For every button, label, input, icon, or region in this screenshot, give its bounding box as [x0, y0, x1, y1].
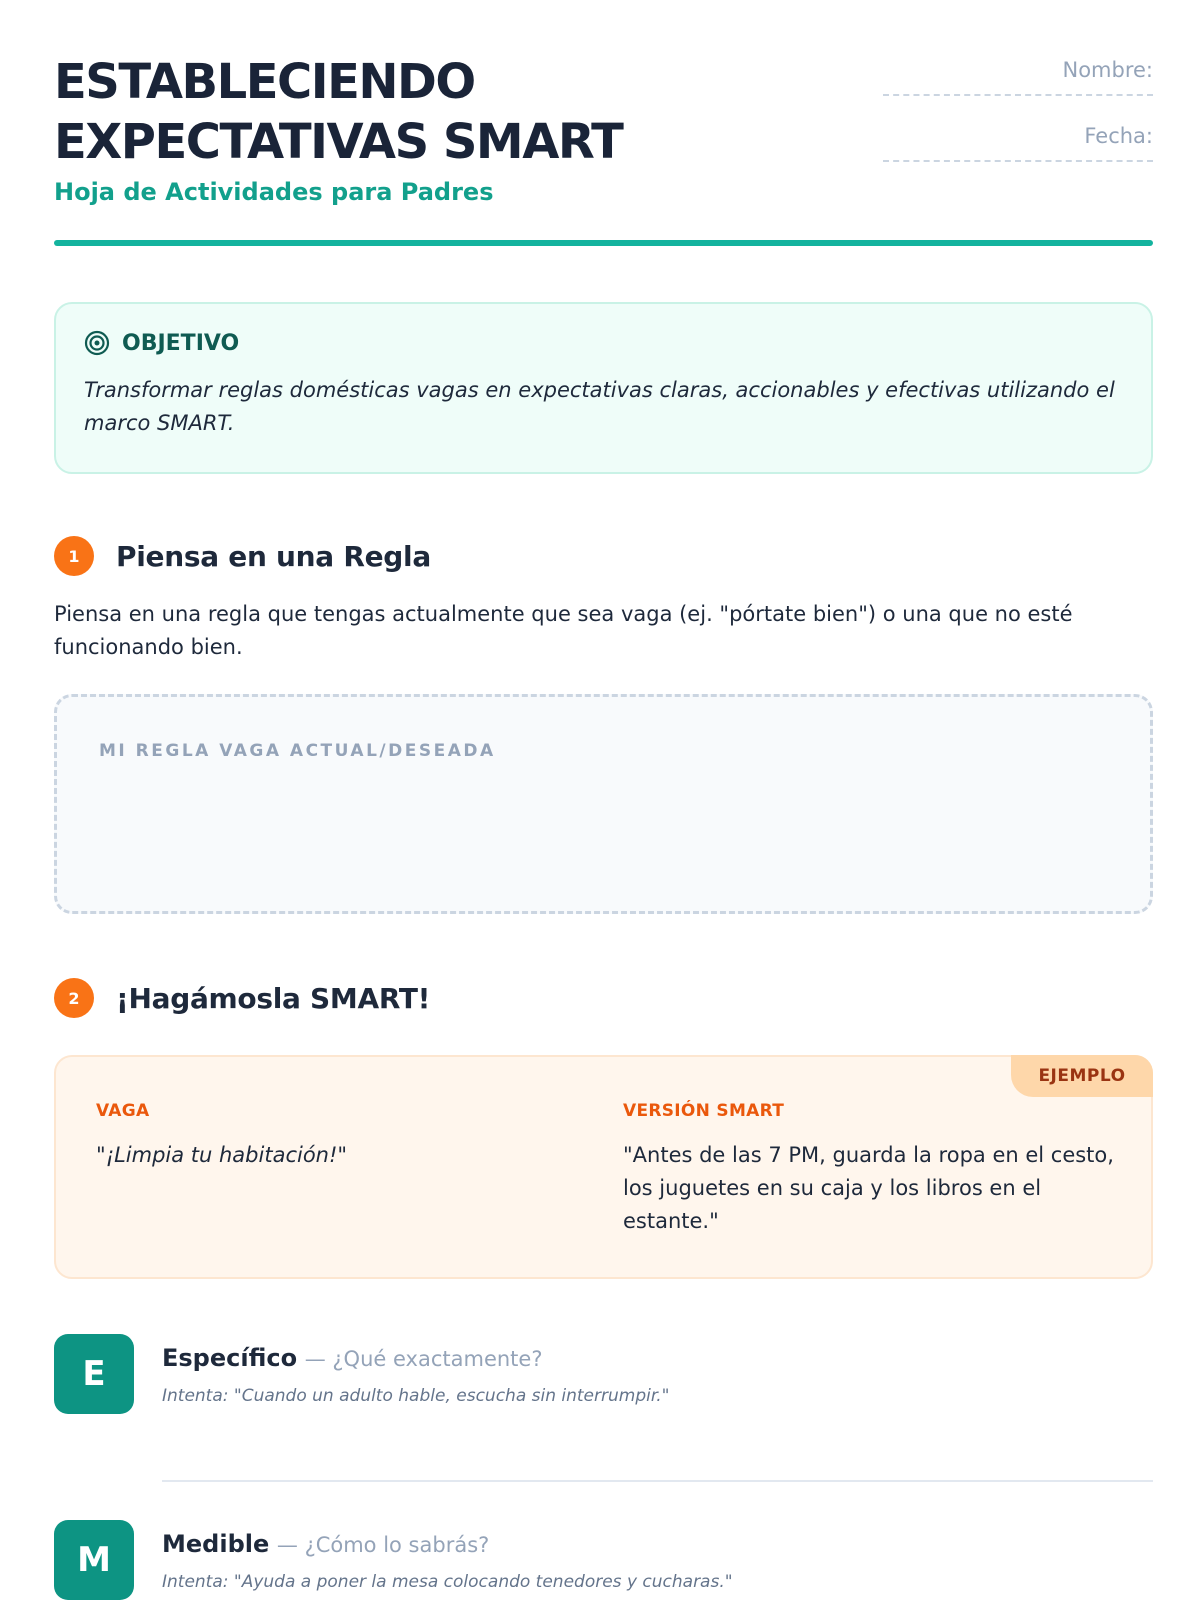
- row-name: Medible: [162, 1530, 270, 1558]
- target-icon: [84, 330, 110, 356]
- header-divider: [54, 240, 1153, 246]
- answer-box-label: MI REGLA VAGA ACTUAL/DESEADA: [99, 741, 496, 761]
- row-hint: Intenta: "Ayuda a poner la mesa colocando tenedores y cucharas.": [162, 1572, 733, 1592]
- step-2-header: [54, 978, 430, 1018]
- objective-text: Transformar reglas domésticas vagas en expectativas claras, accionables y efectivas utilizando el marco SMART.: [84, 378, 1115, 435]
- row-question: — ¿Cómo lo sabrás?: [276, 1533, 490, 1557]
- smart-version-label: VERSIÓN SMART: [623, 1101, 785, 1121]
- step-1-number: 1: [54, 536, 94, 576]
- vague-label: VAGA: [96, 1101, 150, 1121]
- objective-header: [84, 330, 1123, 356]
- smart-example-text: "Antes de las 7 PM, guarda la ropa en el cesto, los juguetes en su caja y los libros en el estante.": [623, 1143, 1114, 1233]
- title-line-2: EXPECTATIVAS SMART: [54, 114, 623, 170]
- step-1-instructions: Piensa en una regla que tengas actualmente que sea vaga (ej. "pórtate bien") o una que no esté funcionando bien.: [54, 602, 1073, 659]
- row-hint: Intenta: "Cuando un adulto hable, escucha sin interrumpir.": [162, 1386, 670, 1406]
- step-2-title: ¡Hagámosla SMART!: [116, 981, 431, 1015]
- page-title: [54, 52, 754, 172]
- vague-example-text: "¡Limpia tu habitación!": [96, 1143, 348, 1167]
- example-badge: EJEMPLO: [1011, 1055, 1153, 1097]
- name-date-fields: [883, 56, 1153, 188]
- vague-rule-answer-box[interactable]: [54, 694, 1153, 914]
- row-question: — ¿Qué exactamente?: [304, 1347, 543, 1371]
- date-label: Fecha:: [1084, 124, 1153, 148]
- page-subtitle: Hoja de Actividades para Padres: [54, 178, 494, 206]
- smart-row-measurable: [54, 1520, 1153, 1600]
- row-divider: [162, 1480, 1153, 1482]
- example-card: [54, 1055, 1153, 1279]
- step-1-title: Piensa en una Regla: [116, 539, 431, 573]
- smart-column: [623, 1101, 1123, 1238]
- letter-badge-m: M: [54, 1520, 134, 1600]
- vague-column: [96, 1101, 566, 1172]
- step-2-number: 2: [54, 978, 94, 1018]
- letter-badge-e: E: [54, 1334, 134, 1414]
- smart-row-specific: [54, 1334, 1153, 1418]
- row-heading: [162, 1342, 542, 1375]
- objective-title: OBJETIVO: [122, 330, 240, 356]
- step-1-header: [54, 536, 431, 576]
- row-name: Específico: [162, 1344, 298, 1372]
- title-line-1: ESTABLECIENDO: [54, 54, 475, 110]
- row-heading: [162, 1528, 489, 1561]
- objective-card: [54, 302, 1153, 474]
- name-field-line[interactable]: [883, 94, 1153, 96]
- date-field-line[interactable]: [883, 160, 1153, 162]
- name-label: Nombre:: [1062, 58, 1153, 82]
